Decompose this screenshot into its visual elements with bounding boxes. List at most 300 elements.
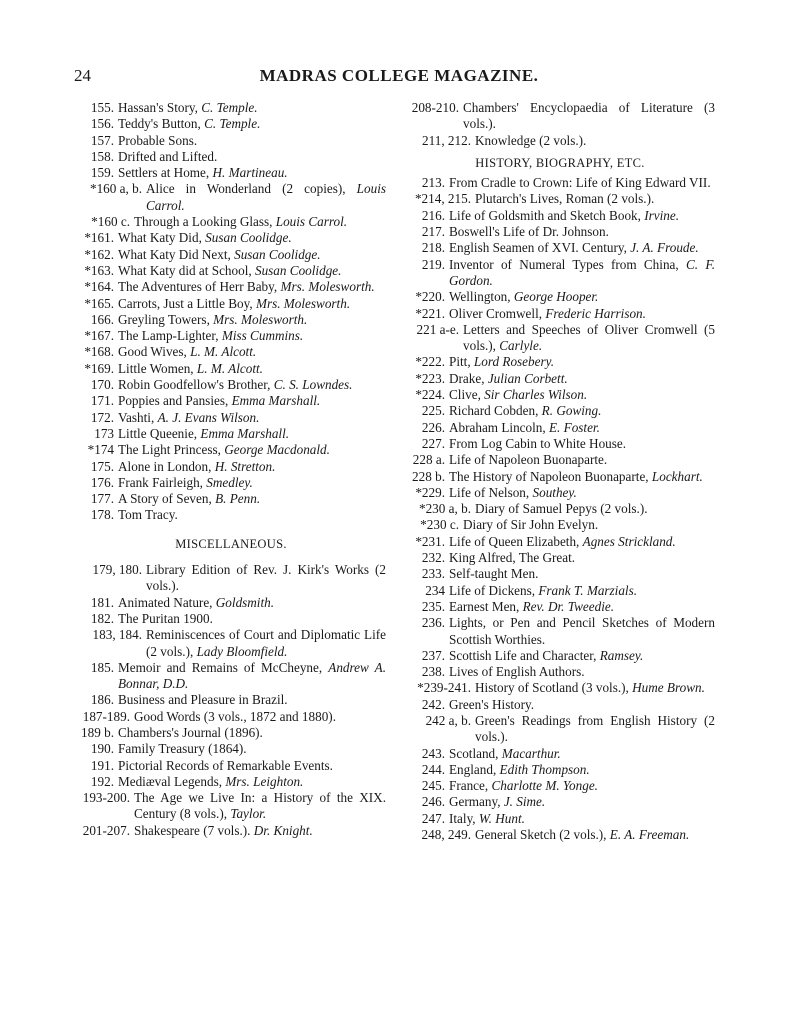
catalogue-entry (76, 459, 386, 475)
catalogue-entry (76, 165, 386, 181)
entry-text (146, 562, 386, 595)
entry-author: W. Hunt. (478, 810, 525, 826)
entry-title: A Story of Seven, (118, 491, 216, 507)
entry-author: B. Penn. (215, 491, 261, 507)
entry-number: 181. (90, 594, 114, 610)
catalogue-entry (76, 247, 386, 263)
entry-author: Andrew A. Bonnar, D.D. (118, 659, 386, 692)
entry-text (449, 240, 715, 256)
catalogue-entry (405, 436, 715, 452)
catalogue-entry (405, 387, 715, 403)
entry-text (463, 517, 715, 533)
right-list-b (405, 175, 715, 843)
entry-author: Taylor. (230, 806, 267, 822)
catalogue-entry (405, 403, 715, 419)
entry-text (449, 778, 715, 794)
entry-text (475, 827, 715, 843)
entry-title: Clive, (449, 387, 485, 403)
entry-number: 218. (421, 240, 445, 256)
catalogue-entry (76, 507, 386, 523)
entry-text (118, 263, 386, 279)
entry-text (134, 214, 386, 230)
catalogue-entry (76, 709, 386, 725)
catalogue-entry (405, 599, 715, 615)
entry-title: Life of Napoleon Buonaparte. (449, 452, 608, 468)
catalogue-entry (405, 501, 715, 517)
entry-title: Alone in London, (118, 458, 215, 474)
entry-number: 242 a, b. (425, 712, 471, 728)
entry-number: 191. (90, 757, 114, 773)
catalogue-entry (405, 794, 715, 810)
entry-title: Greyling Towers, (118, 311, 214, 327)
entry-text (134, 823, 386, 839)
entry-text (118, 100, 386, 116)
entry-title: France, (449, 778, 492, 794)
entry-author: Susan Coolidge. (205, 230, 292, 246)
entry-author: Mrs. Molesworth. (213, 311, 308, 327)
catalogue-entry (405, 452, 715, 468)
entry-author: Miss Cummins. (221, 328, 304, 344)
entry-author: Agnes Strickland. (582, 533, 676, 549)
entry-text (118, 230, 386, 246)
entry-title: The History of Napoleon Buonaparte, (449, 468, 652, 484)
entry-text (449, 485, 715, 501)
catalogue-entry (405, 322, 715, 355)
entry-text (449, 550, 715, 566)
entry-title: Lives of English Authors. (449, 664, 585, 680)
entry-text (118, 279, 386, 295)
catalogue-entry (405, 133, 715, 149)
entry-number: 179, 180. (92, 562, 142, 578)
entry-author: Sir Charles Wilson. (484, 387, 588, 403)
entry-text (118, 149, 386, 165)
entry-number: 237. (421, 647, 445, 663)
entry-number: 213. (421, 175, 445, 191)
entry-title: What Katy did at School, (118, 262, 255, 278)
entry-number: *230 c. (420, 517, 459, 533)
catalogue-entry (76, 279, 386, 295)
catalogue-entry (405, 697, 715, 713)
entry-title: Good Wives, (118, 344, 191, 360)
entry-title: What Katy Did Next, (118, 246, 235, 262)
catalogue-entry (405, 191, 715, 207)
entry-text (118, 426, 386, 442)
entry-number: 244. (421, 761, 445, 777)
entry-number: *230 a, b. (418, 501, 471, 517)
entry-text (118, 459, 386, 475)
catalogue-entry (76, 491, 386, 507)
entry-title: Green's History. (449, 696, 535, 712)
entry-author: Irvine. (644, 207, 680, 223)
entry-number: 221 a-e. (416, 321, 459, 337)
entry-number: 242. (421, 696, 445, 712)
entry-author: E. Foster. (548, 419, 600, 435)
entry-title: Diary of Samuel Pepys (2 vols.). (475, 501, 648, 517)
catalogue-entry (76, 181, 386, 214)
catalogue-entry (76, 758, 386, 774)
entry-number: 166. (90, 311, 114, 327)
entry-title: The Adventures of Herr Baby, (118, 279, 281, 295)
section-heading-history: HISTORY, BIOGRAPHY, ETC. (475, 155, 645, 170)
entry-text (475, 133, 715, 149)
entry-title: Life of Goldsmith and Sketch Book, (449, 207, 645, 223)
entry-number: 155. (90, 100, 114, 115)
catalogue-entry (405, 257, 715, 290)
entry-author: A. J. Evans Wilson. (157, 409, 260, 425)
catalogue-entry (405, 224, 715, 240)
catalogue-entry (76, 790, 386, 823)
entry-number: 233. (421, 566, 445, 582)
entry-number: 208-210. (411, 100, 459, 115)
catalogue-entry (76, 562, 386, 595)
entry-title: Knowledge (2 vols.). (475, 132, 587, 148)
entry-author: Emma Marshall. (200, 425, 290, 441)
entry-text (449, 762, 715, 778)
right-list-a (405, 100, 715, 149)
entry-title: Settlers at Home, (118, 165, 213, 181)
catalogue-entry (405, 175, 715, 191)
entry-text (118, 442, 386, 458)
entry-title: England, (449, 761, 500, 777)
catalogue-entry (405, 827, 715, 843)
entry-title: Probable Sons. (118, 132, 198, 148)
entry-title: The Puritan 1900. (118, 610, 213, 626)
entry-text (475, 713, 715, 746)
entry-author: C. S. Lowndes. (273, 377, 353, 393)
entry-author: Ramsey. (599, 647, 644, 663)
entry-text (118, 393, 386, 409)
catalogue-entry (76, 774, 386, 790)
catalogue-entry (76, 230, 386, 246)
entry-number: 192. (90, 773, 114, 789)
entry-text (118, 116, 386, 132)
entry-title: Lights, or Pen and Pencil Sketches of Modern Scottish Worthies. (449, 615, 715, 647)
entry-text (118, 507, 386, 523)
entry-number: 182. (90, 610, 114, 626)
entry-text (449, 615, 715, 648)
page-header (74, 66, 724, 86)
entry-number: *168. (84, 344, 114, 360)
entry-text (449, 371, 715, 387)
entry-author: Hume Brown. (632, 680, 705, 696)
entry-title: King Alfred, The Great. (449, 550, 576, 566)
catalogue-entry (405, 420, 715, 436)
entry-title: The Lamp-Lighter, (118, 328, 222, 344)
entry-number: 238. (421, 664, 445, 680)
entry-number: 178. (90, 507, 114, 523)
entry-author: L. M. Alcott. (190, 344, 257, 360)
catalogue-entry (76, 475, 386, 491)
entry-title: Tom Tracy. (118, 507, 178, 523)
catalogue-entry (405, 240, 715, 256)
catalogue-entry (405, 485, 715, 501)
entry-number: 159. (90, 165, 114, 181)
entry-text (118, 491, 386, 507)
entry-title: Vashti, (118, 409, 158, 425)
entry-number: *162. (84, 246, 114, 262)
catalogue-entry (405, 762, 715, 778)
catalogue-entry (405, 354, 715, 370)
entry-number: 186. (90, 692, 114, 708)
entry-title: Little Queenie, (118, 425, 201, 441)
entry-title: Life of Queen Elizabeth, (449, 533, 583, 549)
catalogue-entry (405, 517, 715, 533)
entry-title: Life of Dickens, (449, 582, 539, 598)
entry-number: *167. (84, 328, 114, 344)
entry-title: Library Edition of Rev. J. Kirk's Works (2 vols.). (146, 562, 386, 594)
entry-title: Through a Looking Glass, (134, 214, 276, 230)
catalogue-entry (76, 263, 386, 279)
entry-text (146, 627, 386, 660)
entry-number: *239-241. (417, 680, 471, 696)
entry-number: 156. (90, 116, 114, 132)
catalogue-entry (76, 328, 386, 344)
entry-number: 175. (90, 458, 114, 474)
entry-author: Carlyle. (499, 338, 543, 354)
entry-text (463, 322, 715, 355)
entry-number: 177. (90, 491, 114, 507)
entry-number: *169. (84, 360, 114, 376)
catalogue-entry (76, 149, 386, 165)
entry-title: Italy, (449, 810, 479, 826)
entry-title: The Light Princess, (118, 442, 225, 458)
entry-text (118, 475, 386, 491)
entry-title: Reminiscences of Court and Diplomatic Life (2 vols.), (146, 627, 386, 659)
catalogue-entry (76, 393, 386, 409)
entry-title: Frank Fairleigh, (118, 474, 207, 490)
entry-number: 189 b. (81, 724, 114, 740)
entry-text (449, 387, 715, 403)
entry-text (118, 774, 386, 790)
entry-author: Goldsmith. (215, 594, 275, 610)
entry-number: 219. (421, 256, 445, 272)
entry-author: J. Sime. (503, 794, 546, 810)
entry-text (449, 175, 715, 191)
catalogue-entry (405, 664, 715, 680)
entry-number: 216. (421, 207, 445, 223)
catalogue-entry (405, 469, 715, 485)
entry-text (118, 344, 386, 360)
catalogue-entry (76, 442, 386, 458)
entry-number: *160 a, b. (89, 181, 142, 197)
entry-number: 243. (421, 745, 445, 761)
catalogue-entry (405, 566, 715, 582)
catalogue-entry (76, 133, 386, 149)
entry-text (118, 296, 386, 312)
entry-number: *161. (84, 230, 114, 246)
entry-number: 172. (90, 409, 114, 425)
entry-title: Chambers's Journal (1896). (118, 724, 263, 740)
entry-title: Teddy's Button, (118, 116, 205, 132)
entry-title: Business and Pleasure in Brazil. (118, 692, 288, 708)
catalogue-entry (76, 692, 386, 708)
entry-author: H. Stretton. (214, 458, 276, 474)
entry-text (449, 599, 715, 615)
catalogue-entry (405, 289, 715, 305)
entry-number: 228 a. (412, 452, 445, 468)
entry-author: Louis Carrol. (146, 181, 386, 213)
entry-author: E. A. Freeman. (609, 827, 690, 843)
entry-text (449, 794, 715, 810)
catalogue-entry (405, 648, 715, 664)
catalogue-entry (76, 426, 386, 442)
entry-text (118, 377, 386, 393)
entry-text (134, 790, 386, 823)
entry-title: Drake, (449, 370, 488, 386)
entry-text (449, 208, 715, 224)
entry-text (449, 469, 715, 485)
entry-title: Mediæval Legends, (118, 773, 226, 789)
entry-text (449, 534, 715, 550)
entry-author: Mrs. Leighton. (225, 773, 304, 789)
entry-number: 158. (90, 148, 114, 164)
catalogue-entry (76, 100, 386, 116)
entry-text (449, 664, 715, 680)
entry-author: Dr. Knight. (253, 822, 313, 838)
catalogue-entry (405, 550, 715, 566)
entry-number: 190. (90, 741, 114, 757)
entry-title: Scotland, (449, 745, 502, 761)
catalogue-entry (405, 534, 715, 550)
catalogue-entry (76, 660, 386, 693)
entry-number: 245. (421, 778, 445, 794)
entry-text (449, 566, 715, 582)
entry-author: Mrs. Molesworth. (255, 295, 351, 311)
entry-number: 185. (90, 659, 114, 675)
entry-text (118, 247, 386, 263)
entry-title: Self-taught Men. (449, 566, 539, 582)
entry-author: C. Temple. (201, 100, 258, 115)
catalogue-entry (405, 778, 715, 794)
catalogue-entry (405, 208, 715, 224)
entry-number: 227. (421, 435, 445, 451)
section-heading-miscellaneous: MISCELLANEOUS. (175, 536, 287, 551)
entry-title: English Seamen of XVI. Century, (449, 240, 631, 256)
entry-author: George Hooper. (513, 289, 599, 305)
entry-author: Emma Marshall. (231, 393, 321, 409)
entry-title: Family Treasury (1864). (118, 741, 247, 757)
catalogue-entry (405, 811, 715, 827)
entry-number: 226. (421, 419, 445, 435)
entry-author: Frank T. Marzials. (538, 582, 638, 598)
entry-text (449, 746, 715, 762)
entry-number: *221. (415, 305, 445, 321)
entry-text (118, 758, 386, 774)
entry-number: *174 (87, 442, 114, 458)
entry-number: *165. (84, 295, 114, 311)
entry-title: Alice in Wonderland (2 copies), (146, 181, 357, 197)
entry-title: Letters and Speeches of Oliver Cromwell (5 vols.), (463, 321, 715, 354)
entry-number: 183, 184. (92, 627, 142, 643)
entry-text (118, 133, 386, 149)
entry-title: The Age we Live In: a History of the XIX. Century (8 vols.), (134, 790, 386, 822)
catalogue-entry (76, 377, 386, 393)
entry-number: 236. (421, 615, 445, 631)
entry-title: Abraham Lincoln, (449, 419, 549, 435)
entry-title: General Sketch (2 vols.), (475, 827, 610, 843)
entry-text (118, 312, 386, 328)
entry-author: R. Gowing. (541, 403, 602, 419)
entry-author: Macarthur. (501, 745, 561, 761)
entry-text (449, 257, 715, 290)
entry-title: Carrots, Just a Little Boy, (118, 295, 256, 311)
catalogue-entry (76, 312, 386, 328)
entry-text (449, 306, 715, 322)
entry-title: Animated Nature, (118, 594, 216, 610)
entry-author: Edith Thompson. (499, 761, 590, 777)
running-title: MADRAS COLLEGE MAGAZINE. (259, 66, 539, 85)
entry-number: *229. (415, 484, 445, 500)
entry-title: Memoir and Remains of McCheyne, (118, 659, 329, 675)
entry-title: Shakespeare (7 vols.). (134, 822, 254, 838)
entry-text (118, 611, 386, 627)
catalogue-entry (76, 725, 386, 741)
entry-number: *224. (415, 387, 445, 403)
entry-title: Scottish Life and Character, (449, 647, 600, 663)
entry-author: Lady Bloomfield. (196, 643, 288, 659)
entry-text (118, 165, 386, 181)
catalogue-entry (76, 823, 386, 839)
catalogue-entry (405, 371, 715, 387)
entry-text (449, 420, 715, 436)
entry-title: Good Words (3 vols., 1872 and 1880). (134, 708, 336, 724)
entry-text (118, 595, 386, 611)
entry-text (463, 100, 715, 133)
entry-number: *164. (84, 279, 114, 295)
entry-author: Susan Coolidge. (234, 246, 321, 262)
entry-text (449, 697, 715, 713)
entry-title: Earnest Men, (449, 598, 523, 614)
entry-text (449, 811, 715, 827)
entry-text (118, 741, 386, 757)
entry-number: *220. (415, 289, 445, 305)
entry-title: Drifted and Lifted. (118, 148, 218, 164)
entry-text (118, 328, 386, 344)
entry-title: What Katy Did, (118, 230, 206, 246)
catalogue-entry (76, 410, 386, 426)
entry-author: Charlotte M. Yonge. (491, 778, 598, 794)
entry-text (475, 680, 715, 696)
catalogue-entry (76, 627, 386, 660)
entry-author: Southey. (532, 484, 577, 500)
entry-number: 217. (421, 224, 445, 240)
entry-author: J. A. Froude. (630, 240, 699, 256)
right-column (405, 100, 715, 843)
catalogue-entry (76, 611, 386, 627)
entry-text (449, 583, 715, 599)
catalogue-entry (405, 680, 715, 696)
entry-author: C. F. Gordon. (449, 256, 715, 288)
entry-number: 176. (90, 474, 114, 490)
entry-text (449, 452, 715, 468)
entry-title: History of Scotland (3 vols.), (475, 680, 633, 696)
entry-number: 211, 212. (422, 132, 471, 148)
entry-text (449, 648, 715, 664)
entry-title: Wellington, (449, 289, 514, 305)
entry-number: *223. (415, 370, 445, 386)
entry-number: 235. (421, 598, 445, 614)
entry-author: Smedley. (206, 474, 253, 490)
catalogue-entry (76, 741, 386, 757)
entry-text (118, 725, 386, 741)
catalogue-entry (76, 344, 386, 360)
catalogue-entry (405, 100, 715, 133)
entry-text (118, 660, 386, 693)
entry-author: Frederic Harrison. (545, 305, 646, 321)
entry-text (475, 191, 715, 207)
catalogue-entry (405, 583, 715, 599)
entry-number: 246. (421, 794, 445, 810)
